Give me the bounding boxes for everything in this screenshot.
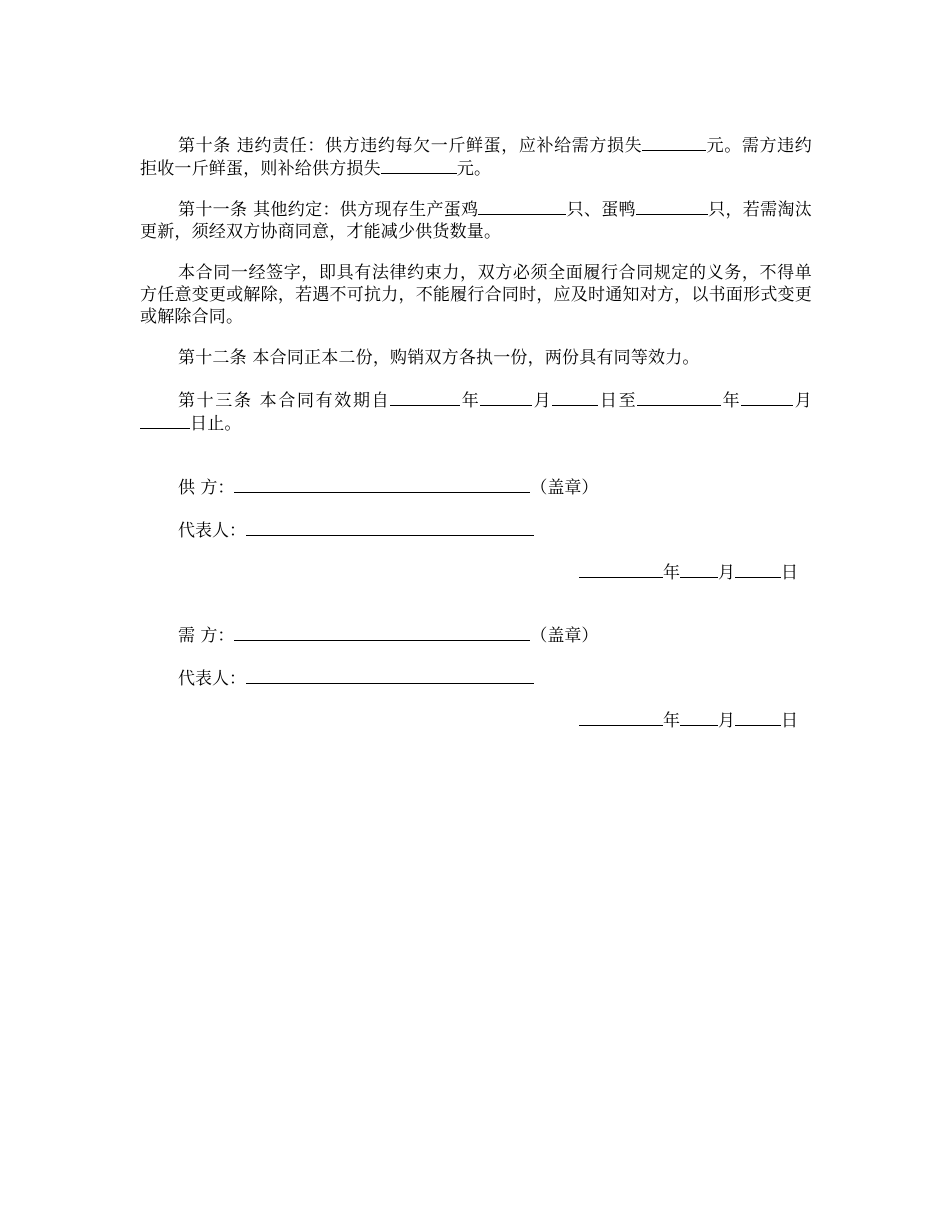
- clause-12-text: 本合同正本二份，购销双方各执一份，两份具有同等效力。: [246, 348, 700, 368]
- clause-10-text-1: 违约责任：供方违约每欠一斤鲜蛋，应补给需方损失: [230, 136, 643, 156]
- buyer-name-blank[interactable]: [234, 624, 530, 641]
- clause-13-heading: 第十三条: [178, 391, 253, 411]
- chicken-count-blank[interactable]: [478, 198, 566, 215]
- buyer-line: [178, 624, 598, 647]
- start-year-blank[interactable]: [390, 389, 460, 406]
- supplier-day-blank[interactable]: [735, 561, 781, 578]
- buyer-year-blank[interactable]: [579, 709, 663, 726]
- buyer-month-blank[interactable]: [680, 709, 718, 726]
- supplier-month-blank[interactable]: [680, 561, 718, 578]
- buyer-date-line: [579, 709, 798, 732]
- effect-paragraph: 本合同一经签字，即具有法律约束力，双方必须全面履行合同规定的义务，不得单方任意变更或解除，若遇不可抗力，不能履行合同时，应及时通知对方，以书面形式变更或解除合同。: [140, 263, 812, 327]
- clause-11-text-1: 其他约定：供方现存生产蛋鸡: [247, 200, 479, 220]
- supplier-rep-label: 代表人：: [178, 521, 246, 541]
- penalty-supplier-blank[interactable]: [642, 134, 706, 151]
- start-month-blank[interactable]: [480, 389, 532, 406]
- month-char: 月: [793, 391, 812, 411]
- supplier-name-blank[interactable]: [234, 476, 530, 493]
- clause-13-end: 日止。: [190, 414, 242, 434]
- clause-11: [140, 198, 812, 243]
- clause-10: [140, 134, 812, 180]
- duck-count-blank[interactable]: [636, 198, 708, 215]
- day-char: 日: [781, 711, 798, 731]
- buyer-day-blank[interactable]: [735, 709, 781, 726]
- start-day-blank[interactable]: [552, 389, 598, 406]
- clause-12-heading: 第十二条: [178, 348, 247, 368]
- supplier-date-line: [579, 561, 798, 584]
- buyer-rep-label: 代表人：: [178, 669, 246, 689]
- supplier-rep-blank[interactable]: [246, 519, 534, 536]
- clause-10-text-3: 元。: [456, 159, 492, 179]
- end-day-blank[interactable]: [140, 412, 190, 429]
- year-char: 年: [663, 711, 680, 731]
- clause-13-text-1: 本合同有效期自: [252, 391, 391, 411]
- year-char: 年: [721, 391, 742, 411]
- year-char: 年: [460, 391, 481, 411]
- end-year-blank[interactable]: [637, 389, 721, 406]
- supplier-seal: （盖章）: [530, 478, 599, 498]
- end-month-blank[interactable]: [741, 389, 793, 406]
- year-char: 年: [663, 563, 680, 583]
- clause-11-heading: 第十一条: [178, 200, 248, 220]
- day-to-char: 日至: [598, 391, 638, 411]
- buyer-rep-blank[interactable]: [246, 667, 534, 684]
- clause-10-heading: 第十条: [178, 136, 231, 156]
- buyer-label: 需 方：: [178, 626, 235, 646]
- supplier-year-blank[interactable]: [579, 561, 663, 578]
- supplier-line: [178, 476, 598, 499]
- buyer-rep-line: [178, 667, 534, 690]
- clause-11-text-3: 只，若需淘汰更新，须经双方协商同意，才能减少供货数量。: [140, 200, 812, 242]
- month-char: 月: [718, 563, 735, 583]
- clause-13: [140, 389, 812, 435]
- penalty-buyer-blank[interactable]: [381, 157, 457, 174]
- buyer-seal: （盖章）: [530, 626, 599, 646]
- day-char: 日: [781, 563, 798, 583]
- month-char: 月: [718, 711, 735, 731]
- supplier-rep-line: [178, 519, 534, 542]
- clause-10-text-2: 元。需方违约拒收一斤鲜蛋，则补给供方损失: [140, 136, 812, 179]
- clause-11-text-2: 只、蛋鸭: [566, 200, 636, 220]
- clause-12: [140, 347, 812, 369]
- supplier-label: 供 方：: [178, 478, 235, 498]
- month-char: 月: [532, 391, 553, 411]
